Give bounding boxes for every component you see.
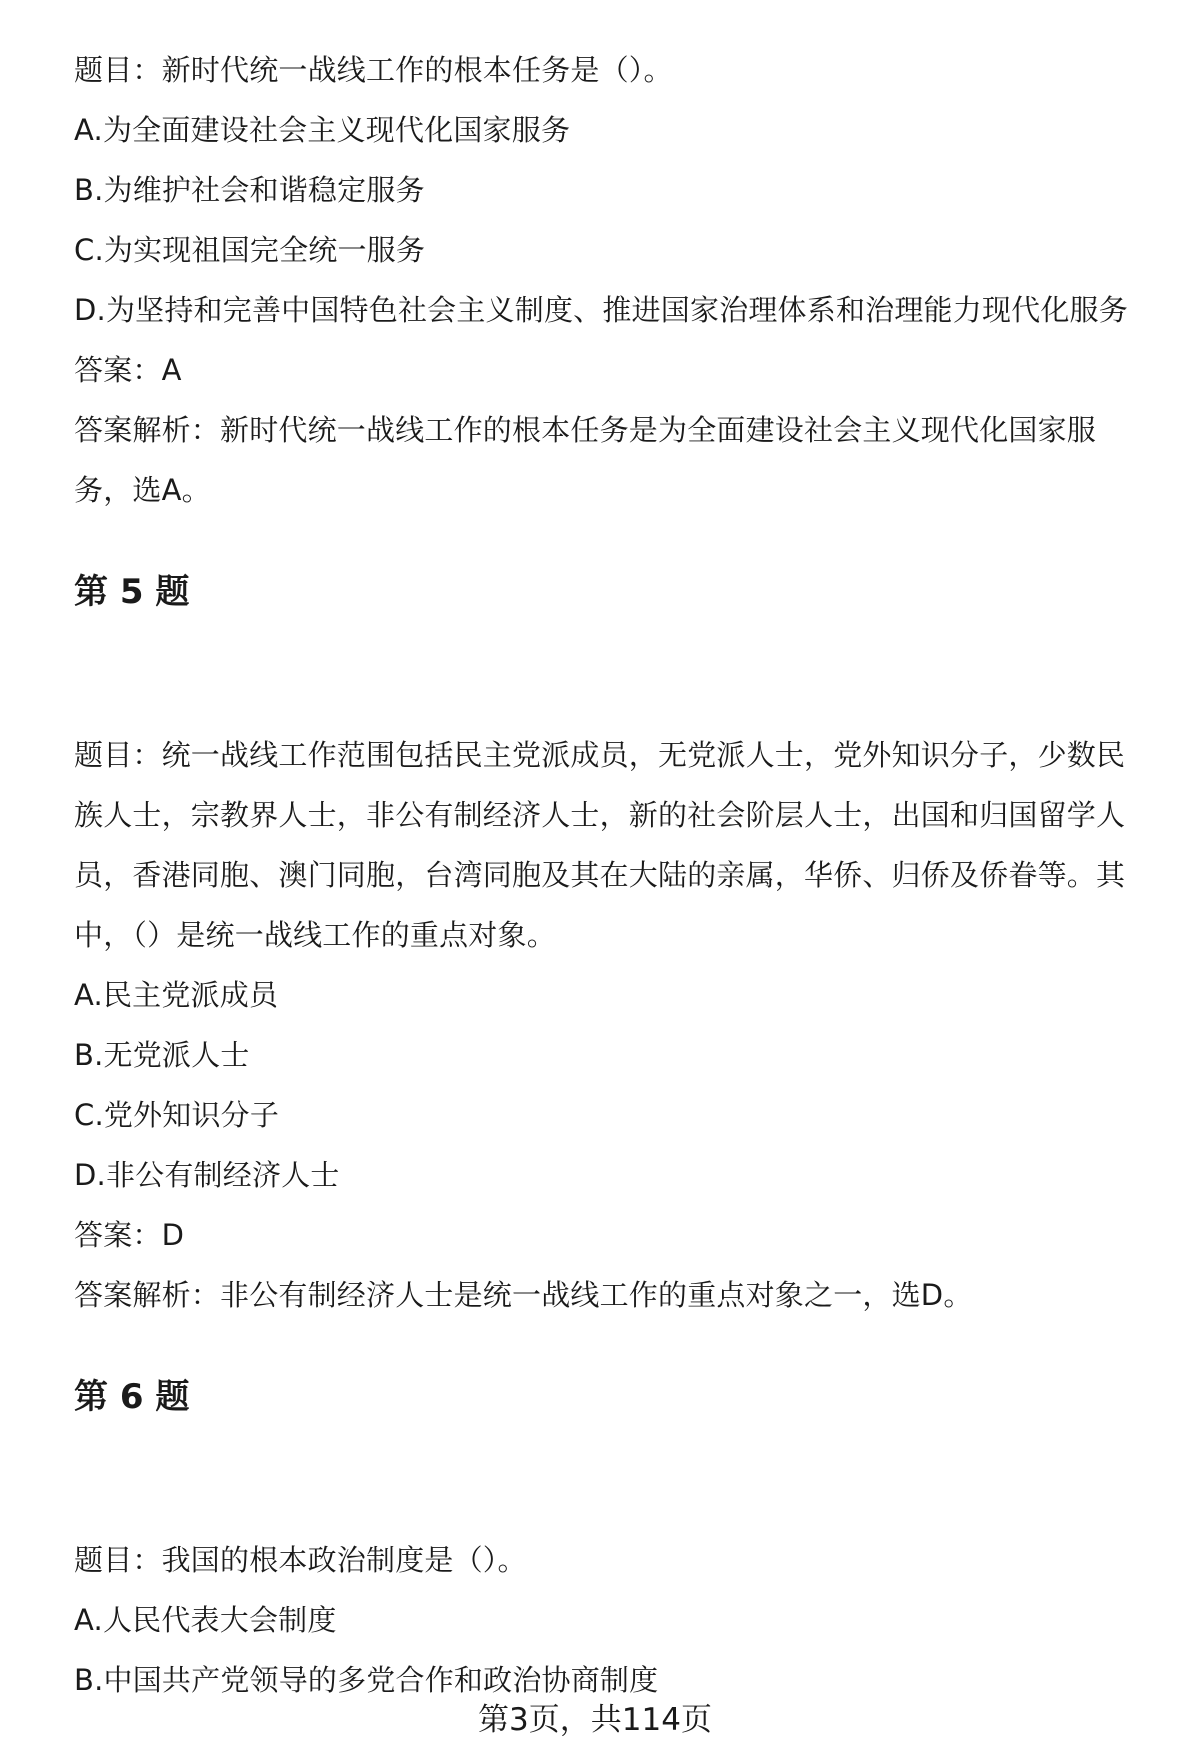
q5-question-line3: 员，香港同胞、澳门同胞，台湾同胞及其在大陆的亲属，华侨、归侨及侨眷等。其 <box>74 858 1126 892</box>
q5-option-d: D.非公有制经济人士 <box>74 1158 340 1192</box>
q5-question-line2: 族人士，宗教界人士，非公有制经济人士，新的社会阶层人士，出国和归国留学人 <box>74 798 1126 832</box>
q5-heading: 第 5 题 <box>74 572 190 612</box>
q5-option-b: B.无党派人士 <box>74 1038 250 1072</box>
q5-option-a: A.民主党派成员 <box>74 978 279 1012</box>
q4-option-c: C.为实现祖国完全统一服务 <box>74 233 426 267</box>
q4-question: 题目：新时代统一战线工作的根本任务是（）。 <box>74 53 673 87</box>
q5-answer: 答案：D <box>74 1218 185 1252</box>
q4-option-d: D.为坚持和完善中国特色社会主义制度、推进国家治理体系和治理能力现代化服务 <box>74 293 1128 327</box>
q6-option-b: B.中国共产党领导的多党合作和政治协商制度 <box>74 1663 659 1697</box>
q5-option-c: C.党外知识分子 <box>74 1098 280 1132</box>
page-number-footer: 第3页，共114页 <box>478 1702 712 1738</box>
q5-explanation: 答案解析：非公有制经济人士是统一战线工作的重点对象之一，选D。 <box>74 1278 973 1312</box>
q4-option-b: B.为维护社会和谐稳定服务 <box>74 173 425 207</box>
q5-question-line4: 中，（）是统一战线工作的重点对象。 <box>74 918 556 952</box>
q6-question: 题目：我国的根本政治制度是（）。 <box>74 1543 527 1577</box>
q4-answer: 答案：A <box>74 353 182 387</box>
q6-option-a: A.人民代表大会制度 <box>74 1603 337 1637</box>
q6-heading: 第 6 题 <box>74 1377 190 1417</box>
q4-explanation-line2: 务，选A。 <box>74 473 211 507</box>
q4-option-a: A.为全面建设社会主义现代化国家服务 <box>74 113 571 147</box>
q5-question-line1: 题目：统一战线工作范围包括民主党派成员，无党派人士，党外知识分子，少数民 <box>74 738 1126 772</box>
q4-explanation-line1: 答案解析：新时代统一战线工作的根本任务是为全面建设社会主义现代化国家服 <box>74 413 1097 447</box>
